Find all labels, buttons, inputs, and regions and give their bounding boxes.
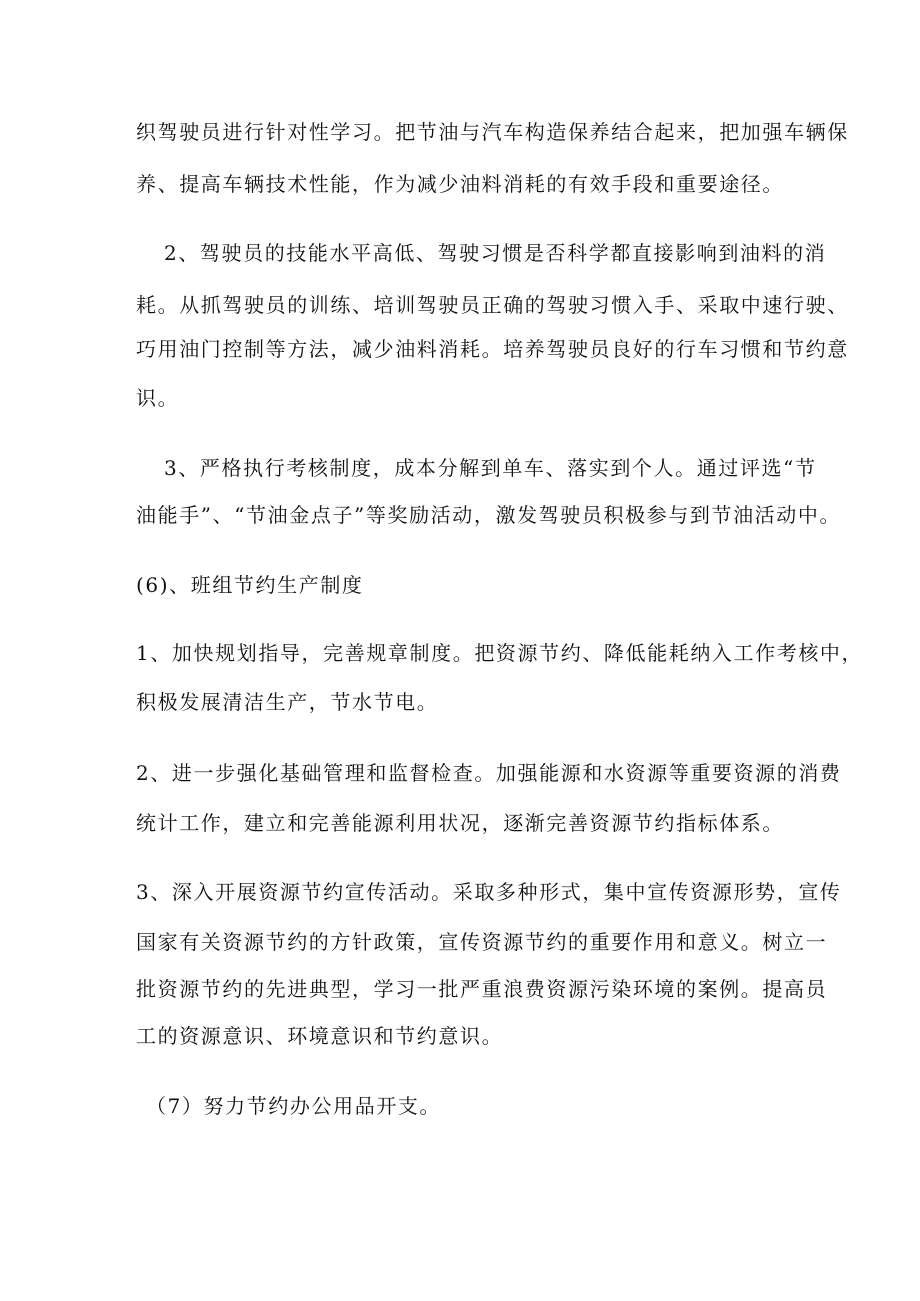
text-line: 2、进一步强化基础管理和监督检查。加强能源和水资源等重要资源的消费 bbox=[136, 761, 842, 785]
text-line: 3、严格执行考核制度，成本分解到单车、落实到个人。通过评选“节 bbox=[164, 456, 817, 480]
text-line: 2、驾驶员的技能水平高低、驾驶习惯是否科学都直接影响到油料的消 bbox=[164, 241, 827, 265]
text-line: 批资源节约的先进典型，学习一批严重浪费资源污染环境的案例。提高员 bbox=[136, 977, 828, 1001]
text-line: 1、加快规划指导，完善规章制度。把资源节约、降低能耗纳入工作考核中， bbox=[136, 641, 864, 665]
text-line: 工的资源意识、环境意识和节约意识。 bbox=[136, 1024, 504, 1048]
text-line: 耗。从抓驾驶员的训练、培训驾驶员正确的驾驶习惯入手、采取中速行驶、 bbox=[136, 293, 849, 317]
section-heading: （7）努力节约办公用品开支。 bbox=[146, 1094, 442, 1118]
text-line: 3、深入开展资源节约宣传活动。采取多种形式，集中宣传资源形势，宣传 bbox=[136, 880, 842, 904]
text-line: 织驾驶员进行针对性学习。把节油与汽车构造保养结合起来，把加强车辆保 bbox=[136, 120, 849, 144]
text-line: 识。 bbox=[136, 386, 180, 410]
text-line: 积极发展清洁生产，节水节电。 bbox=[136, 690, 439, 714]
section-heading: (6)、班组节约生产制度 bbox=[136, 573, 364, 597]
text-line: 统计工作，建立和完善能源利用状况，逐渐完善资源节约指标体系。 bbox=[136, 811, 784, 835]
text-line: 国家有关资源节约的方针政策，宣传资源节约的重要作用和意义。树立一 bbox=[136, 930, 828, 954]
text-line: 巧用油门控制等方法，减少油料消耗。培养驾驶员良好的行车习惯和节约意 bbox=[136, 337, 849, 361]
text-line: 养、提高车辆技术性能，作为减少油料消耗的有效手段和重要途径。 bbox=[136, 172, 784, 196]
text-line: 油能手”、“节油金点子”等奖励活动，激发驾驶员积极参与到节油活动中。 bbox=[136, 503, 842, 527]
